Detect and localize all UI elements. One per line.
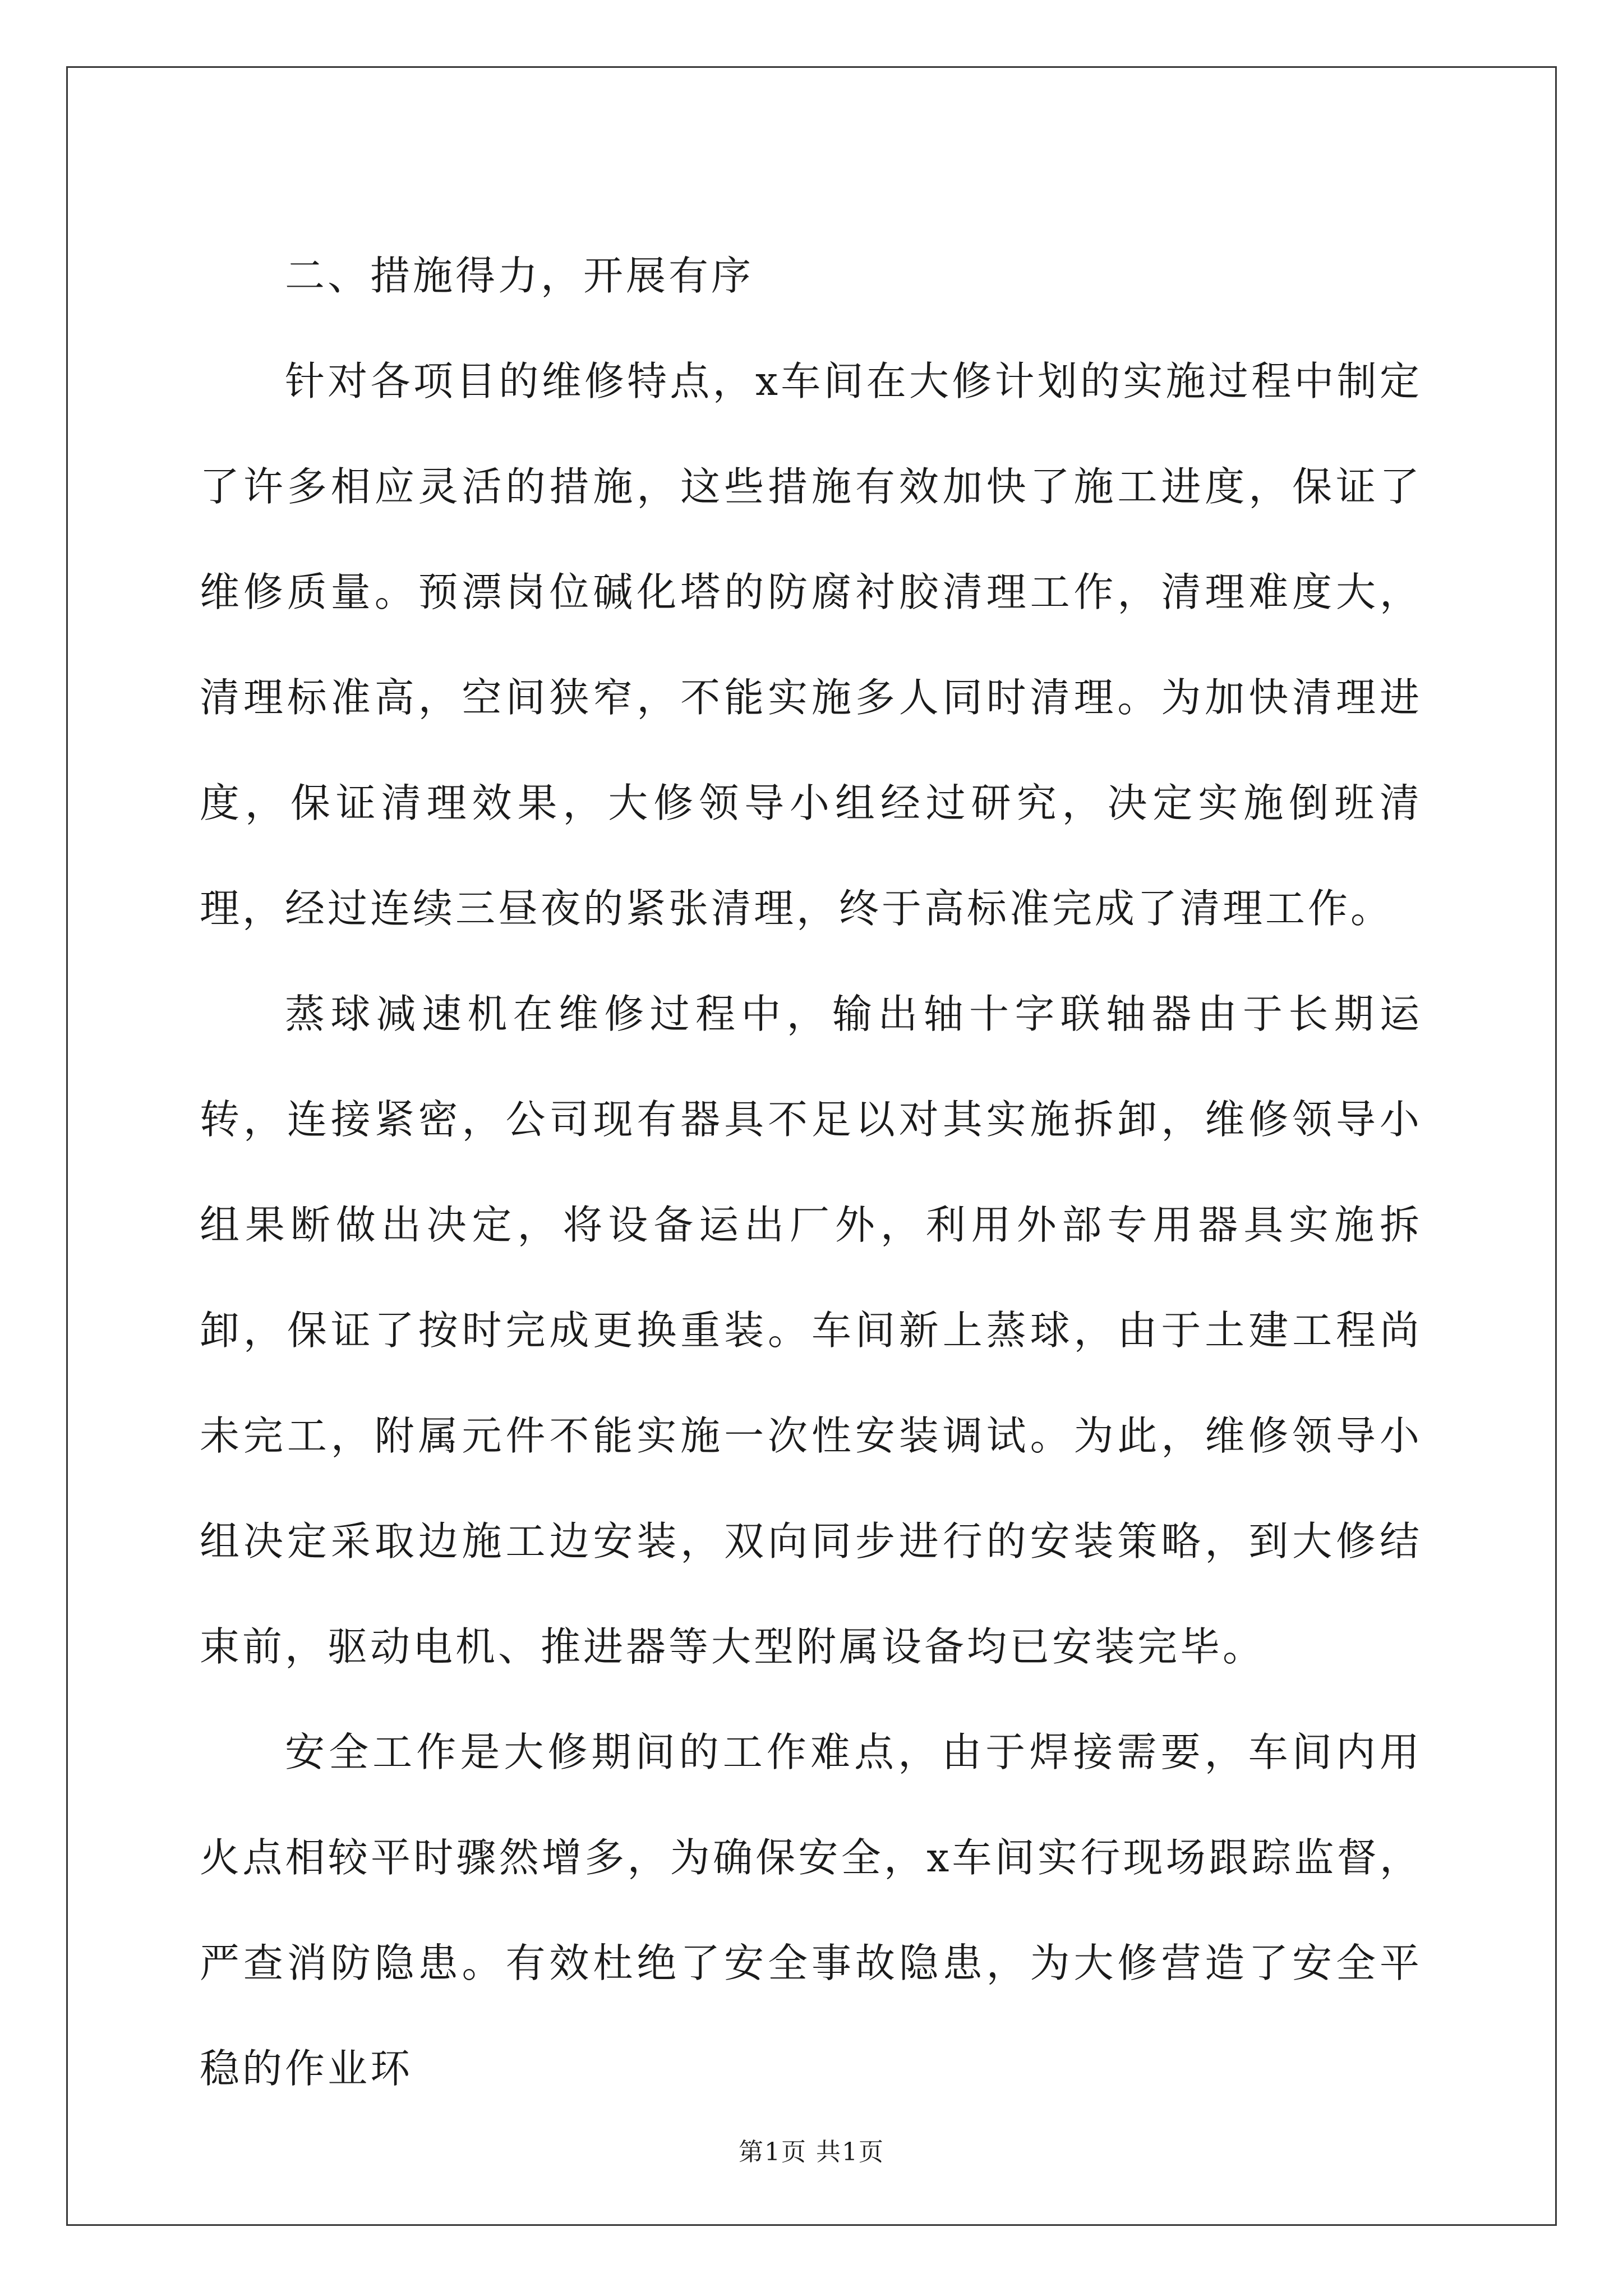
section-heading: 二、措施得力，开展有序 [285,252,754,299]
document-body [200,223,1422,2122]
page-number-footer: 第1页 共1页 [739,2138,884,2166]
paragraph-1: 针对各项目的维修特点，x车间在大修计划的实施过程中制定了许多相应灵活的措施，这些措施有效加快了施工进度，保证了维修质量。预漂岗位碱化塔的防腐衬胶清理工作，清理难度大，清理标准高，空间狭窄，不能实施多人同时清理。为加快清理进度，保证清理效果，大修领导小组经过研究，决定实施倒班清理，经过连续三昼夜的紧张清理，终于高标准完成了清理工作。 [200,358,1422,932]
paragraph-2: 蒸球减速机在维修过程中，输出轴十字联轴器由于长期运转，连接紧密，公司现有器具不足以对其实施拆卸，维修领导小组果断做出决定，将设备运出厂外，利用外部专用器具实施拆卸，保证了按时完成更换重装。车间新上蒸球，由于土建工程尚未完工，附属元件不能实施一次性安装调试。为此，维修领导小组决定采取边施工边安装，双向同步进行的安装策略，到大修结束前，驱动电机、推进器等大型附属设备均已安装完毕。 [200,991,1422,1670]
paragraph-3: 安全工作是大修期间的工作难点，由于焊接需要，车间内用火点相较平时骤然增多，为确保安全，x车间实行现场跟踪监督，严查消防隐患。有效杜绝了安全事故隐患，为大修营造了安全平稳的作业环 [200,1729,1422,2092]
